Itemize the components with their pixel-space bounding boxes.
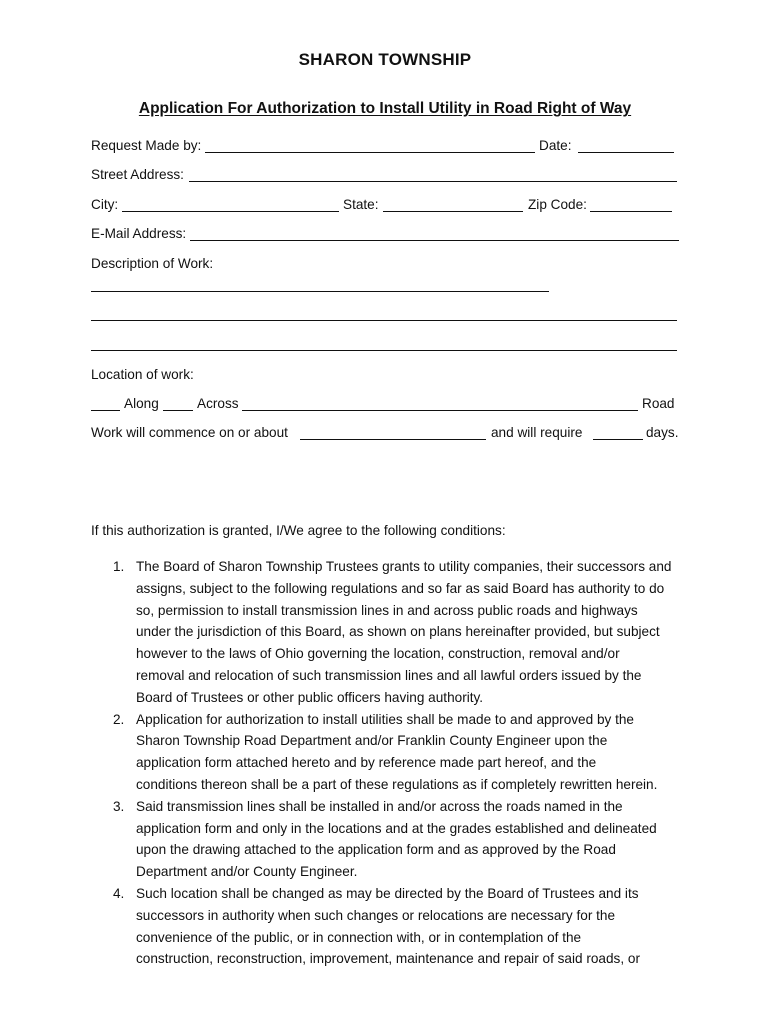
condition-item: [91, 556, 691, 709]
condition-item: [91, 796, 691, 883]
city-field[interactable]: [122, 211, 339, 212]
street-address-label: Street Address:: [91, 167, 184, 182]
document-title: SHARON TOWNSHIP: [298, 50, 472, 69]
condition-text: The Board of Sharon Township Trustees grants to utility companies, their successors and assigns, subject to the following regulations and so far as said Board has authority to do so, permission to install transmission lines in and across public roads and highways under the jurisdiction of this Board, as shown on plans hereinafter provided, but subject however to the laws of Ohio governing the location, construction, removal and/or removal and relocation of such transmission lines and all lawful orders issued by the Board of Trustees or other public officers having authority.: [136, 559, 672, 705]
date-label: Date:: [539, 138, 572, 153]
condition-item: [91, 709, 691, 796]
condition-text: Application for authorization to install utilities shall be made to and approved by the Sharon Township Road Department and/or Franklin County Engineer upon the application form attached hereto and by reference made part hereof, and the conditions thereon shall be a part of these regulations as if completely rewritten herein.: [136, 711, 658, 792]
description-line-3[interactable]: [91, 350, 677, 351]
days-label: days.: [646, 425, 679, 440]
description-line-1[interactable]: [91, 291, 549, 292]
along-label: Along: [124, 396, 159, 411]
location-of-work-label: Location of work:: [91, 367, 194, 382]
condition-text: Such location shall be changed as may be directed by the Board of Trustees and its successors in authority when such changes or relocations are necessary for the convenience of the public, or in connection with, or in contemplation of the construction, reconstruction, improvement, maintenance and repair of said roads, or: [136, 885, 640, 967]
state-field[interactable]: [383, 211, 523, 212]
condition-number: 2.: [113, 711, 125, 727]
zip-code-label: Zip Code:: [528, 197, 587, 212]
condition-number: 3.: [113, 798, 125, 814]
road-label: Road: [642, 396, 675, 411]
request-made-by-label: Request Made by:: [91, 138, 202, 153]
city-label: City:: [91, 197, 119, 212]
zip-code-field[interactable]: [590, 211, 672, 212]
condition-text: Said transmission lines shall be installed in and/or across the roads named in the application form and only in the locations and at the grades established and delineated upon the drawing attached to the application form and as approved by the Road Department and/or County Engineer.: [136, 798, 657, 880]
condition-item: [91, 883, 691, 970]
across-field[interactable]: [163, 410, 193, 411]
road-name-field[interactable]: [242, 410, 638, 411]
across-label: Across: [197, 396, 239, 411]
state-label: State:: [343, 197, 379, 212]
commence-date-field[interactable]: [300, 439, 486, 440]
commence-label: Work will commence on or about: [91, 425, 288, 440]
along-field[interactable]: [91, 410, 120, 411]
description-of-work-label: Description of Work:: [91, 256, 214, 271]
condition-number: 4.: [113, 885, 125, 901]
document-subtitle: Application For Authorization to Install Utility in Road Right of Way: [138, 100, 632, 117]
email-field[interactable]: [190, 240, 679, 241]
street-address-field[interactable]: [189, 181, 677, 182]
email-label: E-Mail Address:: [91, 226, 187, 241]
days-required-field[interactable]: [593, 439, 643, 440]
conditions-list: [91, 556, 691, 970]
require-label: and will require: [491, 425, 583, 440]
description-line-2[interactable]: [91, 320, 677, 321]
request-made-by-field[interactable]: [205, 152, 535, 153]
date-field[interactable]: [578, 152, 674, 153]
condition-number: 1.: [113, 559, 125, 574]
conditions-intro: If this authorization is granted, I/We agree to the following conditions:: [91, 523, 506, 538]
